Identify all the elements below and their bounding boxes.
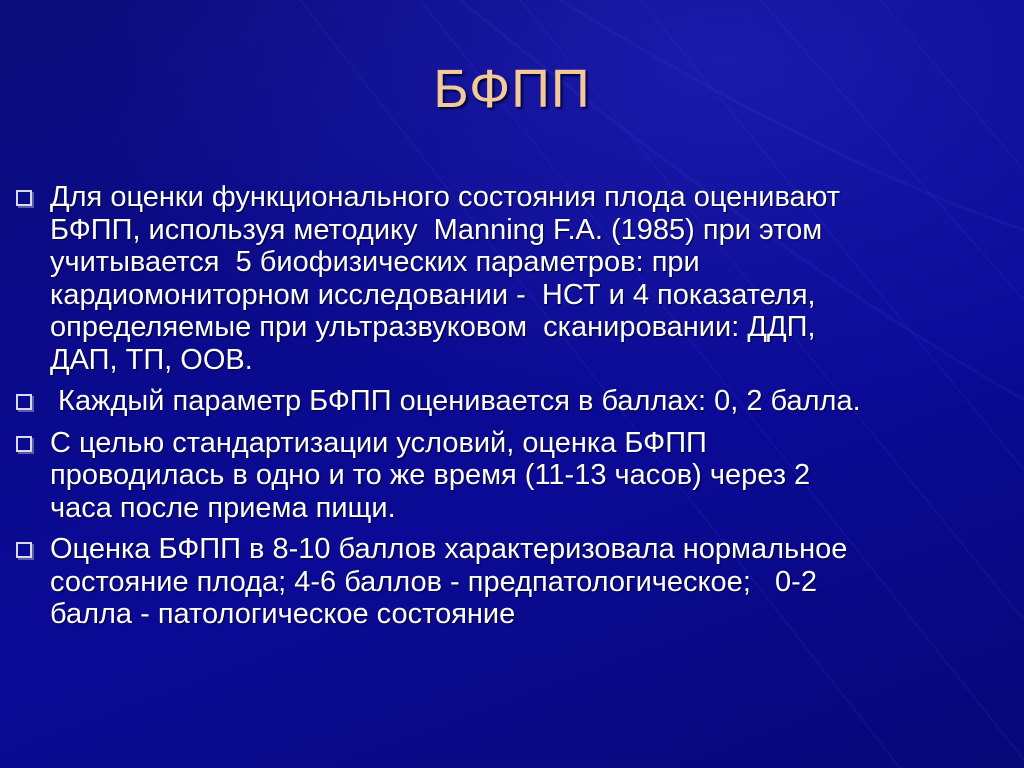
bullet-text-line: часа после приема пищи. bbox=[50, 491, 396, 524]
bullet-text-line: проводилась в одно и то же время (11-13 часов) через 2 bbox=[50, 459, 811, 491]
bullet-text-line: Каждый параметр БФПП оценивается в баллах: 0, 2 балла. bbox=[50, 385, 861, 417]
square-bullet-icon bbox=[16, 542, 32, 558]
bullet-text-line: Для оценки функционального состояния плода оценивают bbox=[50, 181, 841, 213]
bullet-text-line: учитывается 5 биофизических параметров: при bbox=[50, 246, 700, 278]
bullet-text-line: кардиомониторном исследовании - НСТ и 4 показателя, bbox=[50, 278, 816, 311]
bullet-item bbox=[14, 427, 1014, 525]
slide-title: БФПП bbox=[433, 59, 591, 119]
bullet-text-line: С целью стандартизации условий, оценка БФПП bbox=[50, 426, 707, 459]
bullet-list bbox=[14, 181, 1014, 640]
bullet-item bbox=[14, 533, 1014, 631]
bullet-text-line: Оценка БФПП в 8-10 баллов характеризовала нормальное bbox=[50, 533, 848, 565]
square-bullet-icon bbox=[16, 436, 32, 452]
bullet-text-line: БФПП, используя методику Manning F.A. (1985) при этом bbox=[50, 213, 823, 246]
square-bullet-icon bbox=[16, 190, 32, 206]
bullet-item bbox=[14, 181, 1014, 376]
bullet-text-line: балла - патологическое состояние bbox=[50, 598, 516, 630]
bullet-text-line: ДАП, ТП, ООВ. bbox=[50, 343, 253, 376]
bullet-item bbox=[14, 385, 1014, 418]
square-bullet-icon bbox=[16, 394, 32, 410]
bullet-text-line: состояние плода; 4-6 баллов - предпатологическое; 0-2 bbox=[50, 565, 817, 598]
bullet-text-line: определяемые при ультразвуковом сканировании: ДДП, bbox=[50, 311, 816, 343]
